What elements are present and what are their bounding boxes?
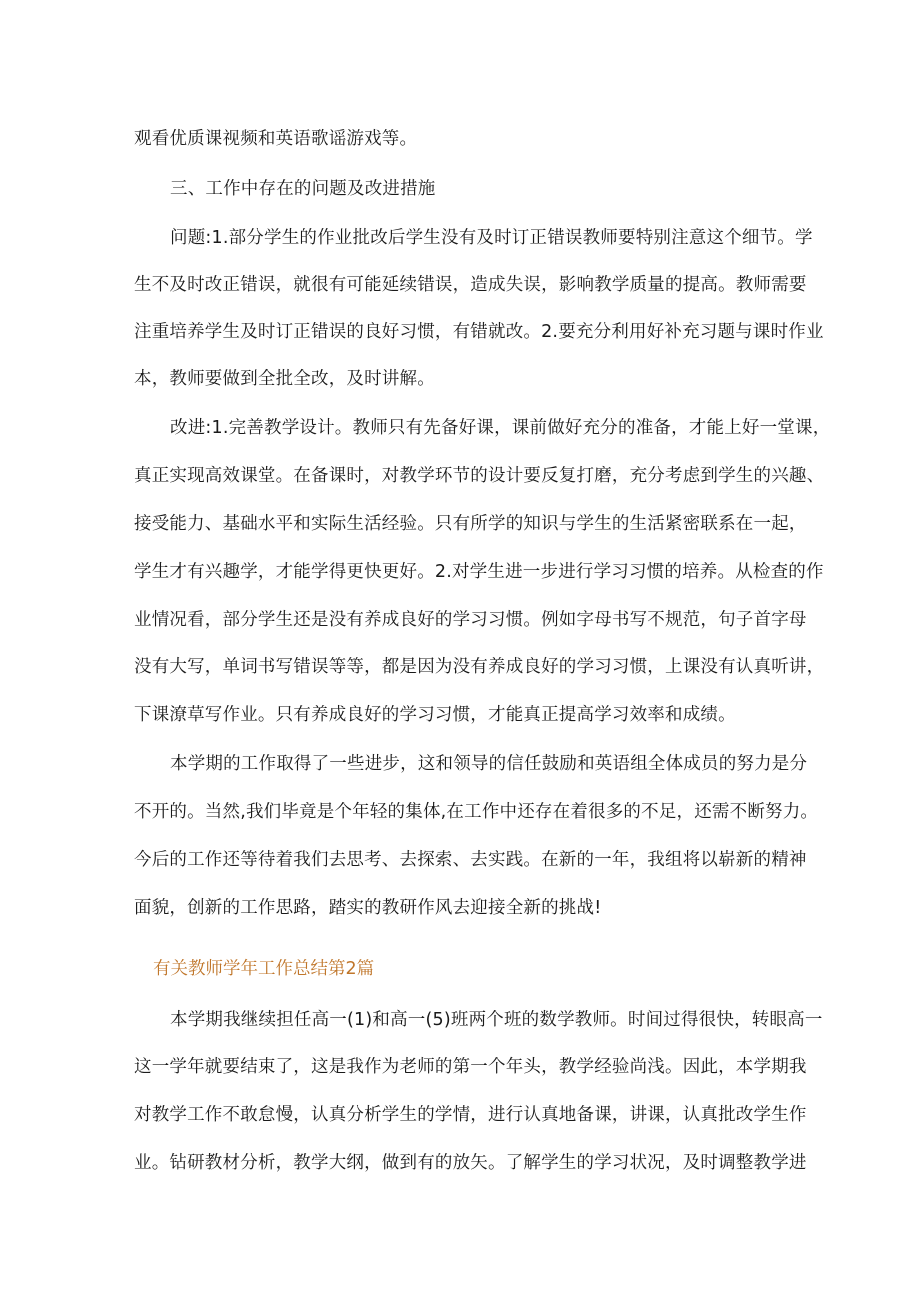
paragraph-line: 没有大写，单词书写错误等等，都是因为没有养成良好的学习习惯，上课没有认真听讲，	[134, 657, 825, 677]
paragraph-line: 改进:1.完善教学设计。教师只有先备好课，课前做好充分的准备，才能上好一堂课，	[170, 418, 831, 438]
paragraph-line: 下课潦草写作业。只有养成良好的学习习惯，才能真正提高学习效率和成绩。	[134, 705, 736, 725]
paragraph-line: 本学期我继续担任高一(1)和高一(5)班两个班的数学教师。时间过得很快，转眼高一	[170, 1010, 823, 1030]
paragraph-line: 业情况看，部分学生还是没有养成良好的学习习惯。例如字母书写不规范，句子首字母	[134, 610, 807, 630]
paragraph-line: 观看优质课视频和英语歌谣游戏等。	[134, 129, 418, 149]
section-heading: 三、工作中存在的问题及改进措施	[170, 179, 436, 199]
paragraph-line: 接受能力、基础水平和实际生活经验。只有所学的知识与学生的生活紧密联系在一起，	[134, 514, 807, 534]
paragraph-line: 业。钻研教材分析，教学大纲，做到有的放矢。了解学生的学习状况，及时调整教学进	[134, 1153, 807, 1173]
paragraph-line: 真正实现高效课堂。在备课时，对教学环节的设计要反复打磨，充分考虑到学生的兴趣、	[134, 466, 825, 486]
paragraph-line: 这一学年就要结束了，这是我作为老师的第一个年头，教学经验尚浅。因此，本学期我	[134, 1057, 807, 1077]
paragraph-line: 问题:1.部分学生的作业批改后学生没有及时订正错误教师要特别注意这个细节。学	[170, 228, 813, 248]
paragraph-line: 本学期的工作取得了一些进步，这和领导的信任鼓励和英语组全体成员的努力是分	[170, 754, 808, 774]
article-section-title: 有关教师学年工作总结第2篇	[153, 959, 375, 979]
paragraph-line: 不开的。当然,我们毕竟是个年轻的集体,在工作中还存在着很多的不足，还需不断努力。	[134, 802, 819, 822]
paragraph-line: 面貌，创新的工作思路，踏实的教研作风去迎接全新的挑战!	[134, 898, 602, 918]
paragraph-line: 对教学工作不敢怠慢，认真分析学生的学情，进行认真地备课，讲课，认真批改学生作	[134, 1105, 807, 1125]
paragraph-line: 生不及时改正错误，就很有可能延续错误，造成失误，影响教学质量的提高。教师需要	[134, 275, 807, 295]
paragraph-line: 注重培养学生及时订正错误的良好习惯，有错就改。2.要充分利用好补充习题与课时作业	[134, 322, 824, 342]
paragraph-line: 本，教师要做到全批全改，及时讲解。	[134, 369, 435, 389]
paragraph-line: 学生才有兴趣学，才能学得更快更好。2.对学生进一步进行学习习惯的培养。从检查的作	[134, 562, 824, 582]
paragraph-line: 今后的工作还等待着我们去思考、去探索、去实践。在新的一年，我组将以崭新的精神	[134, 850, 807, 870]
